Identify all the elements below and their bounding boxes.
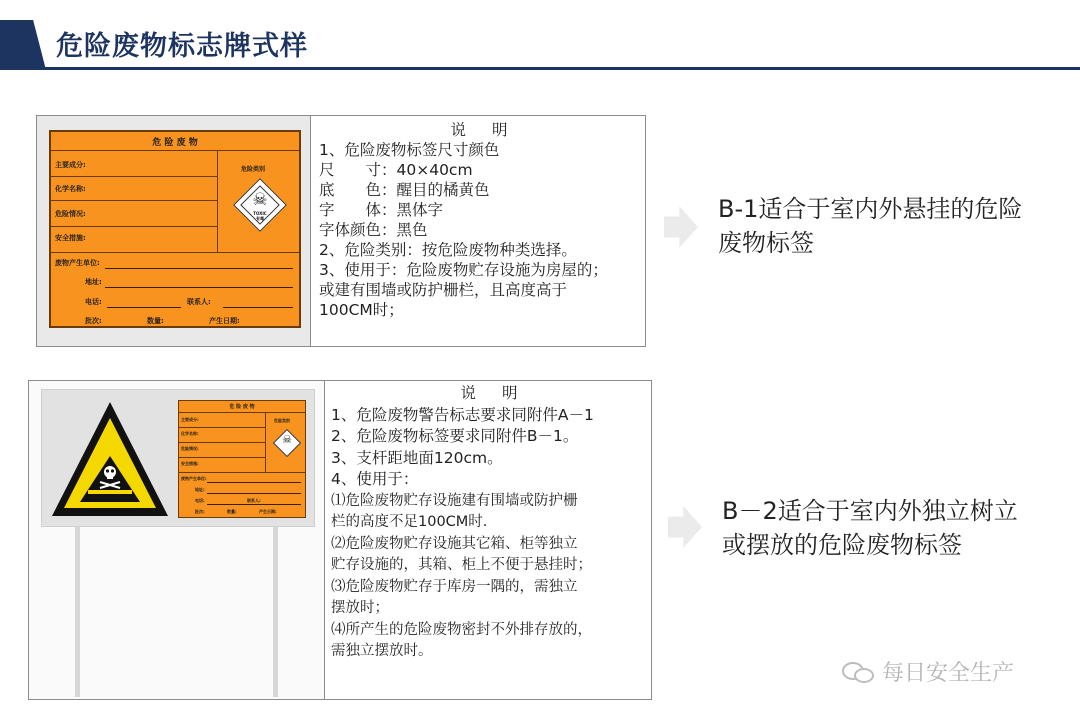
b2-note (722, 494, 1018, 562)
b1-desc-line: 底 色：醒目的橘黄色 (319, 181, 490, 199)
b1-desc-line: 字体颜色：黑色 (319, 221, 428, 239)
b1-address: 地址: (85, 278, 102, 286)
b2-panel (28, 380, 652, 700)
page-title: 危险废物标志牌式样 (56, 31, 308, 62)
b1-contact: 联系人: (187, 298, 211, 306)
b2-row-main-component: 主要成分: (181, 417, 199, 422)
b2-desc-line: 3、支杆距地面120cm。 (331, 448, 503, 467)
b1-desc-line: 3、使用于：危险废物贮存设施为房屋的； (319, 261, 608, 279)
b2-note-line: 或摆放的危险废物标签 (722, 531, 962, 559)
b1-date: 产生日期: (209, 317, 240, 325)
b2-contact: 联系人: (247, 498, 261, 503)
b1-label-title: 危 险 废 物 (152, 138, 198, 148)
b2-row-hazard-info: 危险情况: (181, 446, 199, 451)
signboard (41, 389, 315, 527)
warning-triangle-icon (48, 398, 172, 522)
signboard-post-right (273, 521, 278, 697)
b2-label-title: 危 险 废 物 (229, 404, 255, 410)
b1-batch: 批次: (85, 317, 102, 325)
b1-arrow-icon (664, 206, 698, 248)
b2-batch: 批次: (195, 509, 205, 514)
b2-desc-line: 栏的高度不足100CM时. (331, 514, 488, 530)
b2-phone: 电话: (195, 498, 205, 503)
b2-producer: 废物产生单位: (181, 476, 207, 481)
b2-desc-line: 摆放时； (331, 600, 389, 616)
b1-note-line: 废物标签 (718, 229, 814, 257)
b2-date: 产生日期: (259, 509, 277, 514)
b1-waste-label (49, 130, 301, 328)
b2-signboard-picture (29, 381, 325, 699)
b1-producer: 废物产生单位: (55, 259, 100, 267)
skull-icon: ☠ (282, 433, 292, 446)
b1-desc-line: 或建有围墙或防护栅栏，且高度高于 (319, 281, 568, 299)
b1-quantity: 数量: (147, 317, 164, 325)
b2-desc-line: 需独立摆放时。 (331, 643, 433, 659)
watermark (842, 656, 1014, 687)
header-accent (0, 20, 46, 70)
b2-description (331, 383, 649, 663)
b1-desc-heading: 说明 (450, 121, 534, 139)
skull-icon: ☠ (252, 190, 268, 210)
b1-desc-line: 100CM时； (319, 301, 404, 319)
b2-address: 地址: (195, 487, 205, 492)
b2-row-chemical-name: 化学名称: (181, 431, 199, 436)
b2-arrow-icon (668, 506, 702, 548)
b2-note-line: B－2适合于室内外独立树立 (722, 497, 1018, 525)
b1-toxic-text: TOXIC (253, 211, 267, 216)
b2-row-safety-measures: 安全措施: (181, 461, 199, 466)
b1-row-safety-measures: 安全措施: (55, 234, 86, 242)
b2-category-title: 危险类别 (274, 418, 290, 423)
b1-row-hazard-info: 危险情况: (55, 210, 86, 218)
b1-row-main-component: 主要成分: (55, 161, 86, 169)
b1-phone: 电话: (85, 298, 102, 306)
b1-desc-line: 尺 寸：40×40cm (319, 161, 473, 179)
b2-quantity: 数量: (227, 509, 237, 514)
b2-desc-line: ⑷所产生的危险废物密封不外排存放的， (331, 621, 592, 638)
header-divider (42, 67, 1080, 70)
b1-toxic-cn: 有毒 (256, 216, 264, 221)
b1-desc-line: 2、危险类别：按危险废物种类选择。 (319, 241, 577, 259)
b1-row-chemical-name: 化学名称: (55, 185, 86, 193)
b2-desc-line: 1、危险废物警告标志要求同附件A－1 (331, 405, 594, 424)
b2-desc-line: 2、危险废物标签要求同附件B－1。 (331, 427, 579, 445)
b1-desc-line: 字 体：黑体字 (319, 201, 444, 219)
b2-desc-line: 4、使用于： (331, 470, 419, 488)
b1-note (718, 192, 1022, 260)
b2-desc-heading: 说明 (460, 384, 544, 402)
b2-desc-line: 贮存设施的，其箱、柜上不便于悬挂时； (331, 557, 592, 573)
b2-waste-label (178, 400, 306, 518)
b1-description (319, 120, 641, 320)
b2-desc-line: ⑴危险废物贮存设施建有围墙或防护栅 (331, 492, 578, 509)
signboard-post-left (75, 521, 80, 697)
b1-label-picture (37, 116, 311, 346)
b2-desc-line: ⑶危险废物贮存于库房一隅的，需独立 (331, 578, 578, 595)
b2-desc-line: ⑵危险废物贮存设施其它箱、柜等独立 (331, 535, 578, 552)
b1-panel (36, 115, 646, 347)
watermark-text: 每日安全生产 (882, 661, 1015, 686)
b1-note-line: B-1适合于室内外悬挂的危险 (718, 195, 1023, 223)
b1-category-title: 危险类别 (241, 166, 266, 173)
wechat-icon (842, 660, 876, 684)
b1-desc-line: 1、危险废物标签尺寸颜色 (319, 141, 500, 159)
